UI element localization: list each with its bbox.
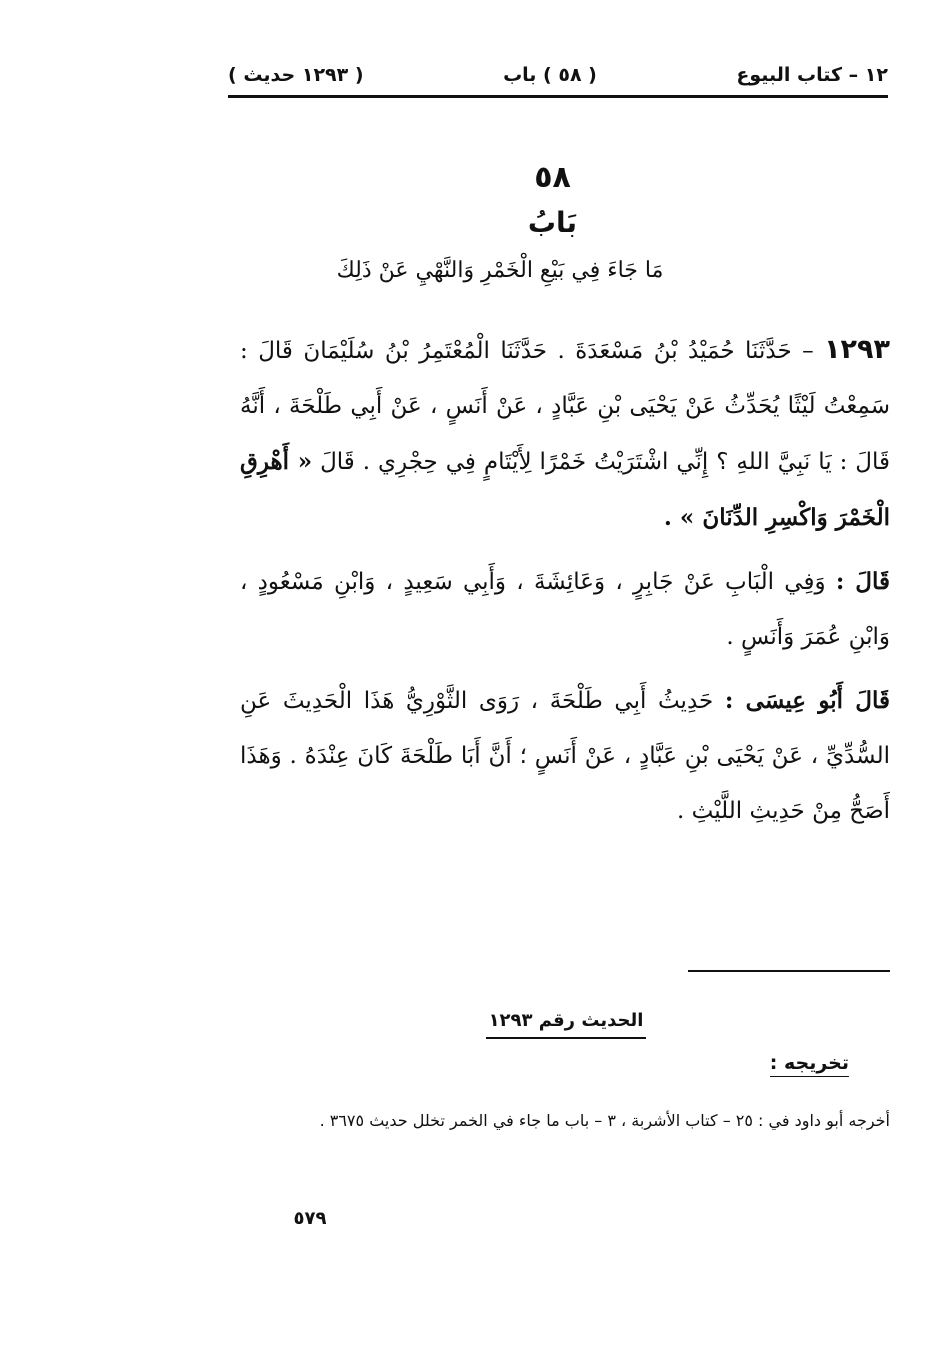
header-chapter: ( ٥٨ ) باب [503, 64, 597, 86]
tirmidhi-note-paragraph [240, 673, 890, 839]
chapter-number: ٥٨ [534, 160, 571, 195]
header-hadith-number: ( ١٢٩٣ حديث ) [228, 64, 364, 86]
hadith-matn: « أَهْرِقِ الْخَمْرَ وَاكْسِرِ الدِّنَانَ » . [240, 448, 890, 531]
footnote-text: أخرجه أبو داود في : ٢٥ – كتاب الأشربة ، ٣ – باب ما جاء في الخمر تخلل حديث ٣٦٧٥ . [319, 1111, 890, 1130]
page-number: ٥٧٩ [293, 1208, 327, 1229]
hadith-isnad: – حَدَّثَنَا حُمَيْدُ بْنُ مَسْعَدَةَ . حَدَّثَنَا الْمُعْتَمِرُ بْنُ سُلَيْمَانَ قَالَ : سَمِعْتُ لَيْثًا يُحَدِّثُ عَنْ يَحْيَى بْنِ عَبَّادٍ ، عَنْ أَنَسٍ ، عَنْ أَبِي طَلْحَةَ ، أَنَّهُ قَالَ : يَا نَبِيَّ اللهِ ؟ إِنِّي اشْتَرَيْتُ خَمْرًا لِأَيْتَامٍ فِي حِجْرِي . قَالَ [240, 338, 891, 475]
main-text [240, 322, 890, 847]
header-rule [228, 95, 888, 98]
tirmidhi-note-text: حَدِيثُ أَبِي طَلْحَةَ ، رَوَى الثَّوْرِيُّ هَذَا الْحَدِيثَ عَنِ السُّدِّيِّ ، عَنْ يَحْيَى بْنِ عَبَّادٍ ، عَنْ أَنَسٍ ؛ أَنَّ أَبَا طَلْحَةَ كَانَ عِنْدَهُ . وَهَذَا أَصَحُّ مِنْ حَدِيثِ اللَّيْثِ . [240, 688, 890, 824]
hadith-number: ١٢٩٣ [824, 334, 890, 365]
bab-note-lead: قَالَ : [835, 568, 891, 595]
bab-note-paragraph [240, 554, 890, 665]
takhrij-label: تخريجه : [770, 1052, 849, 1077]
header-book-title: ١٢ – كتاب البيوع [736, 64, 888, 86]
footnote-separator [688, 970, 890, 972]
chapter-label: بَابُ [527, 206, 578, 239]
chapter-title: مَا جَاءَ فِي بَيْعِ الْخَمْرِ وَالنَّهْيِ عَنْ ذَلِكَ [336, 258, 664, 283]
tirmidhi-note-lead: قَالَ أَبُو عِيسَى : [724, 687, 891, 714]
hadith-paragraph [240, 322, 890, 546]
bab-note-text: وَفِي الْبَابِ عَنْ جَابِرٍ ، وَعَائِشَةَ ، وَأَبِي سَعِيدٍ ، وَابْنِ مَسْعُودٍ ، وَابْنِ عُمَرَ وَأَنَسٍ . [240, 569, 890, 650]
running-header [228, 56, 888, 94]
footnote-heading: الحديث رقم ١٢٩٣ [486, 1010, 646, 1039]
